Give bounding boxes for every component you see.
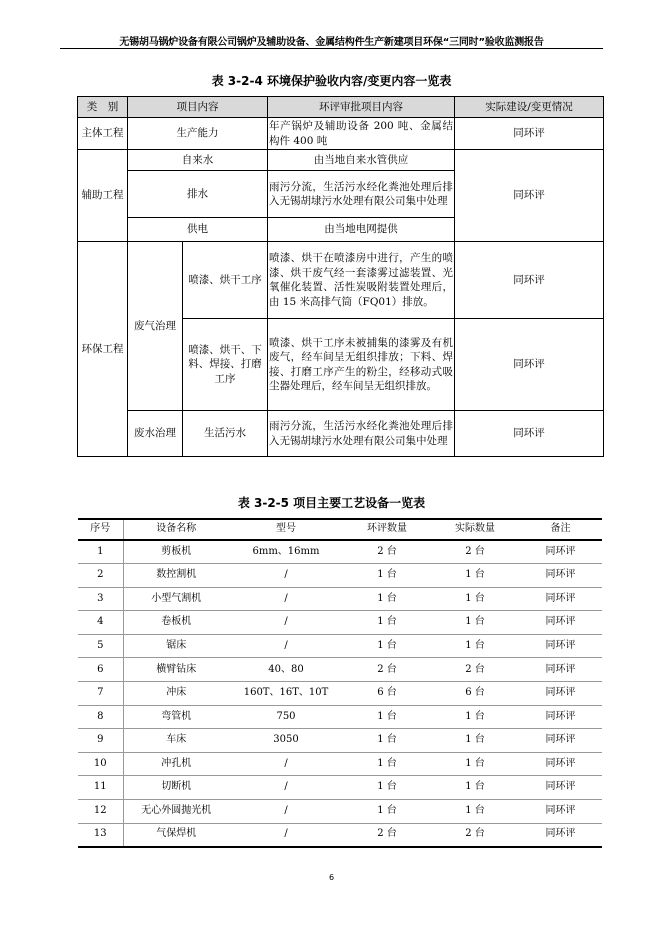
equipment-name-cell: 卷板机	[123, 611, 229, 635]
equipment-name-cell: 无心外圆抛光机	[123, 800, 229, 824]
table-row	[78, 823, 602, 847]
env-acceptance-table	[77, 96, 604, 457]
content-cell: 雨污分流，生活污水经化粪池处理后排入无锡胡埭污水处理有限公司集中处理	[268, 171, 455, 218]
table-row	[78, 682, 602, 706]
table-row	[78, 729, 602, 753]
header-serial: 序号	[78, 519, 123, 540]
table-row	[78, 242, 604, 319]
serial-cell: 12	[78, 800, 123, 824]
table2-title: 表 3-2-5 项目主要工艺设备一览表	[237, 496, 426, 510]
model-cell: /	[229, 587, 343, 611]
model-cell: /	[229, 800, 343, 824]
item-cell: 喷漆、烘干、下料、焊接、打磨工序	[183, 319, 268, 411]
model-cell: /	[229, 776, 343, 800]
equipment-name-cell: 数控割机	[123, 564, 229, 588]
header-category: 类 别	[78, 97, 128, 118]
eia-quantity-cell: 2 台	[343, 658, 431, 682]
item-cell: 自来水	[128, 150, 268, 171]
actual-quantity-cell: 2 台	[431, 540, 519, 564]
actual-quantity-cell: 6 台	[431, 682, 519, 706]
equipment-name-cell: 冲床	[123, 682, 229, 706]
actual-quantity-cell: 1 台	[431, 800, 519, 824]
header-eia-quantity: 环评数量	[343, 519, 431, 540]
remark-cell: 同环评	[519, 587, 602, 611]
model-cell: /	[229, 564, 343, 588]
table1-title: 表 3-2-4 环境保护验收内容/变更内容一览表	[211, 74, 452, 88]
actual-quantity-cell: 2 台	[431, 658, 519, 682]
remark-cell: 同环评	[519, 776, 602, 800]
content-cell: 年产锅炉及辅助设备 200 吨、金属结构件 400 吨	[268, 118, 455, 150]
serial-cell: 5	[78, 634, 123, 658]
serial-cell: 6	[78, 658, 123, 682]
content-cell: 喷漆、烘干在喷漆房中进行，产生的喷漆、烘干废气经一套漆雾过滤装置、光氧催化装置、活性炭吸附装置处理后，由 15 米高排气筒（FQ01）排放。	[268, 242, 455, 319]
model-cell: 40、80	[229, 658, 343, 682]
page-number: 6	[328, 873, 335, 882]
serial-cell: 13	[78, 823, 123, 847]
item-cell: 排水	[128, 171, 268, 218]
remark-cell: 同环评	[519, 564, 602, 588]
model-cell: /	[229, 823, 343, 847]
eia-quantity-cell: 1 台	[343, 800, 431, 824]
header-actual-status: 实际建设/变更情况	[455, 97, 604, 118]
actual-quantity-cell: 1 台	[431, 729, 519, 753]
content-cell: 雨污分流，生活污水经化粪池处理后排入无锡胡埭污水处理有限公司集中处理	[268, 411, 455, 457]
model-cell: /	[229, 634, 343, 658]
remark-cell: 同环评	[519, 823, 602, 847]
table-row	[78, 634, 602, 658]
equipment-name-cell: 冲孔机	[123, 752, 229, 776]
model-cell: /	[229, 611, 343, 635]
eia-quantity-cell: 1 台	[343, 776, 431, 800]
waste-water-label: 废水治理	[128, 411, 183, 457]
actual-quantity-cell: 1 台	[431, 705, 519, 729]
status-cell: 同环评	[455, 319, 604, 411]
remark-cell: 同环评	[519, 800, 602, 824]
table-row	[78, 411, 604, 457]
table-row	[78, 752, 602, 776]
equipment-name-cell: 剪板机	[123, 540, 229, 564]
equipment-name-cell: 车床	[123, 729, 229, 753]
item-cell: 生产能力	[128, 118, 268, 150]
status-cell: 同环评	[455, 242, 604, 319]
remark-cell: 同环评	[519, 611, 602, 635]
eia-quantity-cell: 1 台	[343, 611, 431, 635]
equipment-table-body	[78, 540, 602, 847]
model-cell: 6mm、16mm	[229, 540, 343, 564]
serial-cell: 7	[78, 682, 123, 706]
eia-quantity-cell: 2 台	[343, 823, 431, 847]
serial-cell: 11	[78, 776, 123, 800]
equipment-name-cell: 切断机	[123, 776, 229, 800]
equipment-name-cell: 小型气割机	[123, 587, 229, 611]
eia-quantity-cell: 6 台	[343, 682, 431, 706]
header-equipment-name: 设备名称	[123, 519, 229, 540]
table-row	[78, 800, 602, 824]
model-cell: 3050	[229, 729, 343, 753]
equipment-name-cell: 横臂钻床	[123, 658, 229, 682]
eia-quantity-cell: 1 台	[343, 634, 431, 658]
table-row	[78, 611, 602, 635]
status-cell: 同环评	[455, 411, 604, 457]
header-remark: 备注	[519, 519, 602, 540]
table-row	[78, 587, 602, 611]
eia-quantity-cell: 2 台	[343, 540, 431, 564]
category-main: 主体工程	[78, 118, 128, 150]
document-header: 无锡胡马锅炉设备有限公司锅炉及辅助设备、金属结构件生产新建项目环保“三同时”验收监测报告	[119, 37, 544, 48]
serial-cell: 8	[78, 705, 123, 729]
actual-quantity-cell: 1 台	[431, 564, 519, 588]
table-row	[78, 705, 602, 729]
item-cell: 喷漆、烘干工序	[183, 242, 268, 319]
equipment-name-cell: 锯床	[123, 634, 229, 658]
table1-header-row	[78, 97, 604, 118]
table-row	[78, 150, 604, 171]
content-cell: 喷漆、烘干工序未被捕集的漆雾及有机废气，经车间呈无组织排放；下料、焊接、打磨工序产生的粉尘，经移动式吸尘器处理后，经车间呈无组织排放。	[268, 319, 455, 411]
status-cell: 同环评	[455, 150, 604, 242]
category-aux: 辅助工程	[78, 150, 128, 242]
serial-cell: 2	[78, 564, 123, 588]
header-approved-content: 环评审批项目内容	[268, 97, 455, 118]
item-cell: 生活污水	[183, 411, 268, 457]
table-row	[78, 564, 602, 588]
header-model: 型号	[229, 519, 343, 540]
remark-cell: 同环评	[519, 752, 602, 776]
equipment-name-cell: 弯管机	[123, 705, 229, 729]
table-row	[78, 540, 602, 564]
actual-quantity-cell: 2 台	[431, 823, 519, 847]
actual-quantity-cell: 1 台	[431, 634, 519, 658]
model-cell: /	[229, 752, 343, 776]
model-cell: 160T、16T、10T	[229, 682, 343, 706]
table-row	[78, 118, 604, 150]
eia-quantity-cell: 1 台	[343, 705, 431, 729]
actual-quantity-cell: 1 台	[431, 587, 519, 611]
eia-quantity-cell: 1 台	[343, 729, 431, 753]
table-row	[78, 658, 602, 682]
header-rule	[60, 48, 603, 49]
category-env: 环保工程	[78, 242, 128, 457]
remark-cell: 同环评	[519, 634, 602, 658]
serial-cell: 10	[78, 752, 123, 776]
eia-quantity-cell: 1 台	[343, 587, 431, 611]
model-cell: 750	[229, 705, 343, 729]
serial-cell: 1	[78, 540, 123, 564]
remark-cell: 同环评	[519, 729, 602, 753]
actual-quantity-cell: 1 台	[431, 611, 519, 635]
serial-cell: 9	[78, 729, 123, 753]
equipment-table	[78, 518, 602, 848]
eia-quantity-cell: 1 台	[343, 564, 431, 588]
remark-cell: 同环评	[519, 682, 602, 706]
remark-cell: 同环评	[519, 705, 602, 729]
table2-header-row	[78, 519, 602, 540]
content-cell: 由当地电网提供	[268, 218, 455, 242]
content-cell: 由当地自来水管供应	[268, 150, 455, 171]
remark-cell: 同环评	[519, 658, 602, 682]
table-row	[78, 776, 602, 800]
waste-gas-label: 废气治理	[128, 242, 183, 411]
header-actual-quantity: 实际数量	[431, 519, 519, 540]
item-cell: 供电	[128, 218, 268, 242]
equipment-name-cell: 气保焊机	[123, 823, 229, 847]
serial-cell: 4	[78, 611, 123, 635]
status-cell: 同环评	[455, 118, 604, 150]
eia-quantity-cell: 1 台	[343, 752, 431, 776]
header-item: 项目内容	[128, 97, 268, 118]
remark-cell: 同环评	[519, 540, 602, 564]
actual-quantity-cell: 1 台	[431, 776, 519, 800]
serial-cell: 3	[78, 587, 123, 611]
actual-quantity-cell: 1 台	[431, 752, 519, 776]
